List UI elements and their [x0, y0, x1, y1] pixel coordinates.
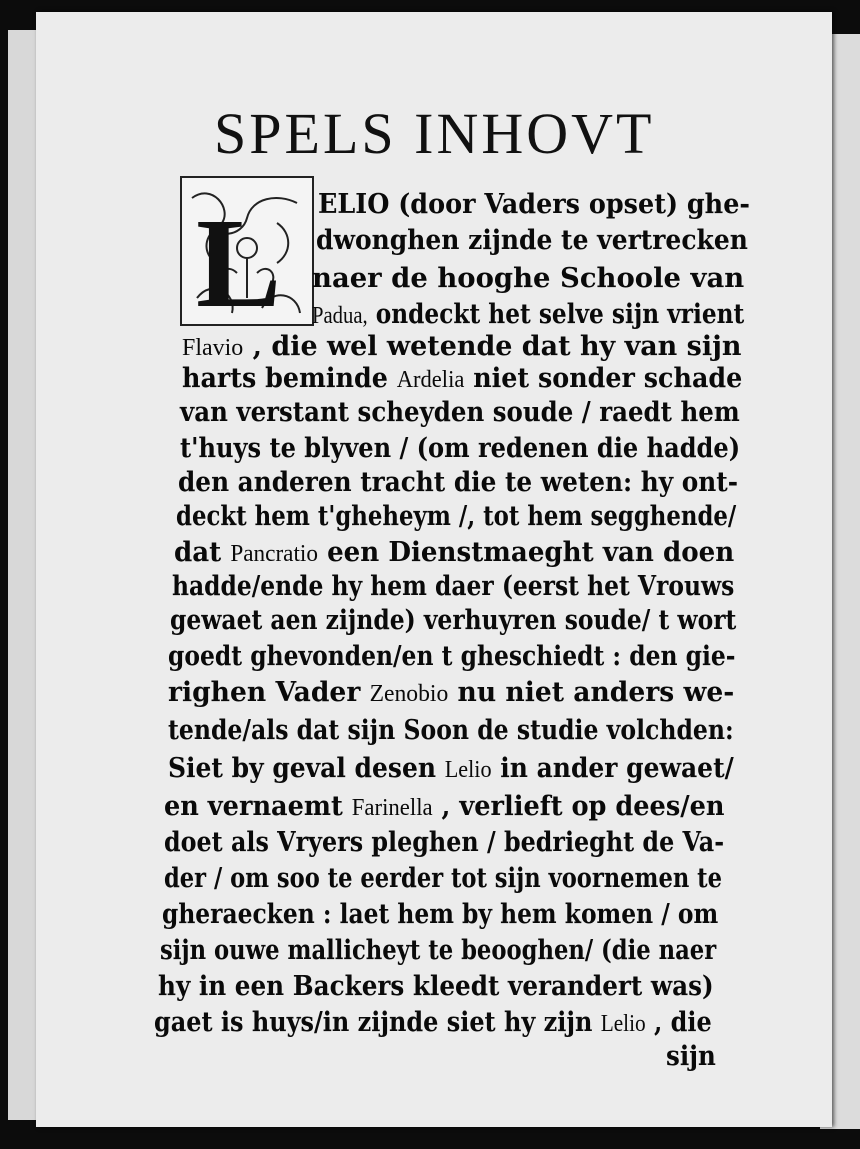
blackletter-text: ELIO (door Vaders opset) ghe- [318, 189, 750, 220]
text-line [164, 862, 722, 896]
roman-name: Lelio [600, 1011, 646, 1037]
roman-name: Ardelia [396, 367, 465, 393]
roman-name: Lelio [444, 757, 492, 783]
text-line [180, 432, 740, 466]
text-line [176, 500, 736, 534]
text-line [154, 1006, 712, 1041]
blackletter-text: gaet is huys/in zijnde siet hy zijn [154, 1007, 601, 1038]
roman-name: Farinella [351, 795, 433, 821]
text-line [162, 898, 718, 932]
text-line [172, 570, 734, 604]
blackletter-text: een Dienstmaeght van doen [317, 537, 735, 568]
blackletter-text: , verlieft op dees/en [432, 791, 725, 822]
text-line [168, 714, 734, 748]
blackletter-text: niet sonder schade [464, 363, 743, 394]
blackletter-text: tende/als dat sijn Soon de studie volchden: [168, 715, 734, 746]
text-line [168, 676, 734, 711]
drop-cap-letter: L [196, 192, 282, 324]
decorated-drop-cap [180, 176, 314, 326]
blackletter-text: en vernaemt [164, 791, 352, 822]
text-line [312, 262, 744, 296]
blackletter-text: goedt ghevonden/en t gheschiedt : den gie- [168, 641, 736, 672]
blackletter-text: der / om soo te eerder tot sijn voornemen te [164, 863, 722, 894]
roman-name: Zenobio [369, 681, 449, 707]
blackletter-text: doet als Vryers pleghen / bedrieght de Va- [164, 827, 725, 858]
blackletter-text: gheraecken : laet hem by hem komen / om [162, 899, 719, 930]
blackletter-text: harts beminde [182, 363, 397, 394]
blackletter-text: dat [174, 537, 231, 568]
text-line [178, 466, 738, 500]
text-line [170, 604, 736, 638]
blackletter-text: , die [645, 1007, 712, 1038]
blackletter-text: righen Vader [168, 677, 370, 708]
text-line [174, 536, 734, 571]
blackletter-text: dwonghen zijnde te vertrecken [316, 225, 748, 256]
text-line [168, 752, 734, 787]
text-line [666, 1040, 716, 1074]
blackletter-text: , die wel wetende dat hy van sijn [243, 331, 742, 362]
text-line [182, 362, 742, 397]
text-line [158, 970, 714, 1004]
roman-name: Pancratio [230, 541, 318, 567]
text-line [312, 298, 744, 333]
blackletter-text: gewaet aen zijnde) verhuyren soude/ t wort [170, 605, 737, 636]
text-line [164, 826, 724, 860]
blackletter-text: van verstant scheyden soude / raedt hem [180, 397, 740, 428]
floral-ornament-icon [182, 178, 312, 324]
text-line [318, 188, 750, 222]
roman-name: Padua, [312, 303, 368, 329]
blackletter-text: sijn ouwe mallicheyt te beooghen/ (die naer [160, 935, 717, 966]
text-line [168, 640, 736, 674]
blackletter-text: ondeckt het selve sijn vrient [367, 299, 745, 330]
blackletter-text: Siet by geval desen [168, 753, 445, 784]
blackletter-text: den anderen tracht die te weten: hy ont- [178, 467, 739, 498]
blackletter-text: naer de hooghe Schoole van [312, 263, 745, 294]
blackletter-text: sijn [666, 1041, 716, 1072]
blackletter-text: hadde/ende hy hem daer (eerst het Vrouws [172, 571, 735, 602]
blackletter-text: t'huys te blyven / (om redenen die hadde) [180, 433, 741, 464]
blackletter-text: deckt hem t'gheheym /, tot hem segghende/ [176, 501, 737, 532]
text-line [160, 934, 716, 968]
blackletter-text: hy in een Backers kleedt verandert was) [158, 971, 714, 1002]
text-line [182, 330, 741, 365]
text-line [316, 224, 748, 258]
page-title: SPELS INHOVT [214, 101, 655, 166]
text-line [164, 790, 724, 825]
text-line [180, 396, 740, 430]
blackletter-text: in ander gewaet/ [491, 753, 734, 784]
roman-name: Flavio [182, 335, 244, 361]
blackletter-text: nu niet anders we- [448, 677, 735, 708]
show-through-text [176, 108, 181, 130]
